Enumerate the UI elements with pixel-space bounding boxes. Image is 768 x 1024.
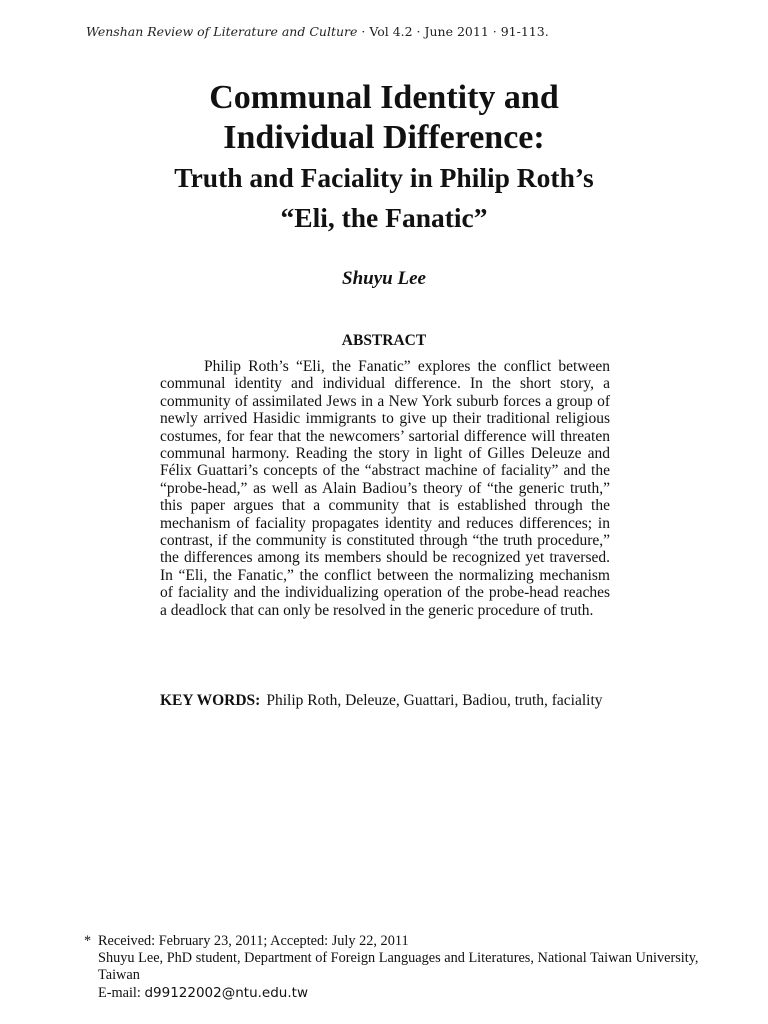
keywords-block <box>160 692 610 709</box>
keywords-label: KEY WORDS: <box>160 692 261 709</box>
title-line-2: Individual Difference: <box>223 119 545 156</box>
issue-date: June 2011 <box>424 24 489 39</box>
author-name: Shuyu Lee <box>342 268 426 289</box>
header-separator: · <box>488 24 501 39</box>
header-separator: · <box>412 24 425 39</box>
footnote <box>84 933 704 1002</box>
abstract-heading: ABSTRACT <box>341 332 427 349</box>
article-title <box>0 78 768 238</box>
abstract-body: Philip Roth’s “Eli, the Fanatic” explores the conflict between communal identity and individual difference. In the short story, a community of assimilated Jews in a New York suburb forces a group of newly arrived Hasidic immigrants to give up their traditional religious costumes, for fear that the newcomers’ sartorial difference will threaten communal harmony. Reading the story in light of Gilles Deleuze and Félix Guattari’s concepts of the “abstract machine of faciality” and the “probe-head,” as well as Alain Badiou’s theory of “the generic truth,” this paper argues that a community that is established through the mechanism of faciality propagates identity and reduces differences; in contrast, if the community is constituted through “the truth procedure,” the differences among its members should be recognized yet traversed. In “Eli, the Fanatic,” the conflict between the normalizing mechanism of faciality and the individualizing operation of the probe-head reaches a deadlock that can only be resolved in the generic procedure of truth. <box>160 358 610 619</box>
title-line-1: Communal Identity and <box>209 79 559 116</box>
page-range: 91-113. <box>500 24 549 39</box>
email-label: E-mail: <box>98 984 145 1001</box>
running-header <box>86 24 686 39</box>
volume-number: Vol 4.2 <box>369 24 413 39</box>
footnote-mark: * <box>84 933 92 949</box>
journal-name: Wenshan Review of Literature and Culture <box>86 24 358 39</box>
header-separator: · <box>357 24 370 39</box>
keywords-list: Philip Roth, Deleuze, Guattari, Badiou, truth, faciality <box>266 692 603 709</box>
subtitle-line-2: “Eli, the Fanatic” <box>280 202 488 233</box>
subtitle-line-1: Truth and Faciality in Philip Roth’s <box>174 162 594 193</box>
received-dates: Received: February 23, 2011; Accepted: July 22, 2011 <box>98 933 409 949</box>
email-address: d99122002@ntu.edu.tw <box>144 984 308 1001</box>
author-affiliation: Shuyu Lee, PhD student, Department of Foreign Languages and Literatures, National Taiwan University, Taiwan <box>98 950 699 984</box>
email-line <box>98 985 704 1002</box>
